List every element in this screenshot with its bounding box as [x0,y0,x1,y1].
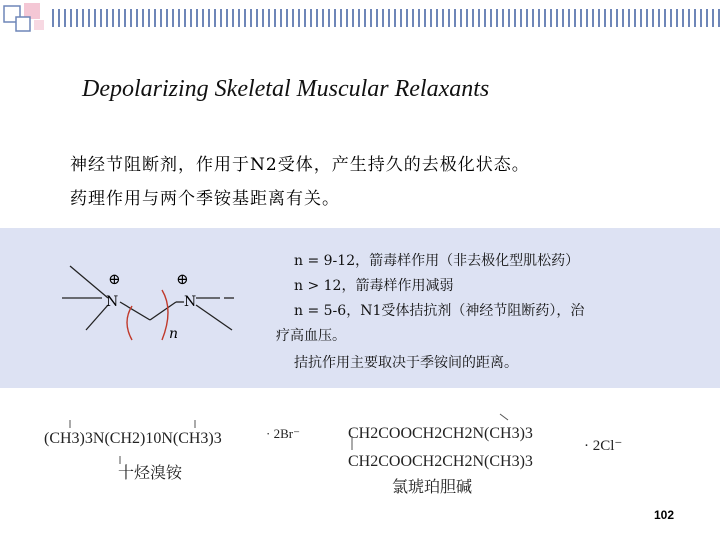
succinylcholine-name: 氯琥珀胆碱 [392,479,473,496]
charge-tick [500,414,508,420]
note-4: 疗高血压。 [276,328,346,344]
header-stripe [52,9,720,27]
repeat-bracket-left [127,306,132,340]
methyl-bond [70,266,108,298]
page-number: 102 [654,508,675,522]
nitrogen-right: N [184,294,197,310]
slide-title: Depolarizing Skeletal Muscular Relaxants [82,76,490,102]
note-2: n > 12，箭毒样作用减弱 [294,278,454,294]
intro-line-1: 神经节阻断剂，作用于N2受体，产生持久的去极化状态。 [70,155,530,175]
succinylcholine-line1: CH2COOCH2CH2N(CH3)3 [348,425,533,442]
repeat-bracket-right [162,290,168,340]
chain-bond [150,302,176,320]
compound-formulas [0,400,720,500]
succinylcholine-line2: CH2COOCH2CH2N(CH3)3 [348,453,533,470]
methyl-bond [196,305,232,330]
decamethonium-formula: (CH3)3N(CH2)10N(CH3)3 [44,430,222,447]
note-3: n = 5-6，N1受体拮抗剂（神经节阻断药），治 [294,303,585,319]
corner-decoration [0,0,60,32]
repeat-subscript: n [169,326,179,342]
methyl-bond [86,305,108,330]
succinylcholine-counterion: · 2Cl⁻ [584,438,623,454]
intro-line-2: 药理作用与两个季铵基距离有关。 [70,189,340,209]
positive-charge-left: ⊕ [108,270,121,288]
decamethonium-name: 十烃溴铵 [118,465,183,482]
note-5: 拮抗作用主要取决于季铵间的距离。 [294,355,518,371]
nitrogen-left: N [106,294,119,310]
note-1: n = 9-12，箭毒样作用（非去极化型肌松药） [294,253,580,269]
chain-bond [120,302,150,320]
bis-quaternary-structure [50,250,270,360]
positive-charge-right: ⊕ [176,270,189,288]
decamethonium-counterion: · 2Br⁻ [266,426,300,441]
